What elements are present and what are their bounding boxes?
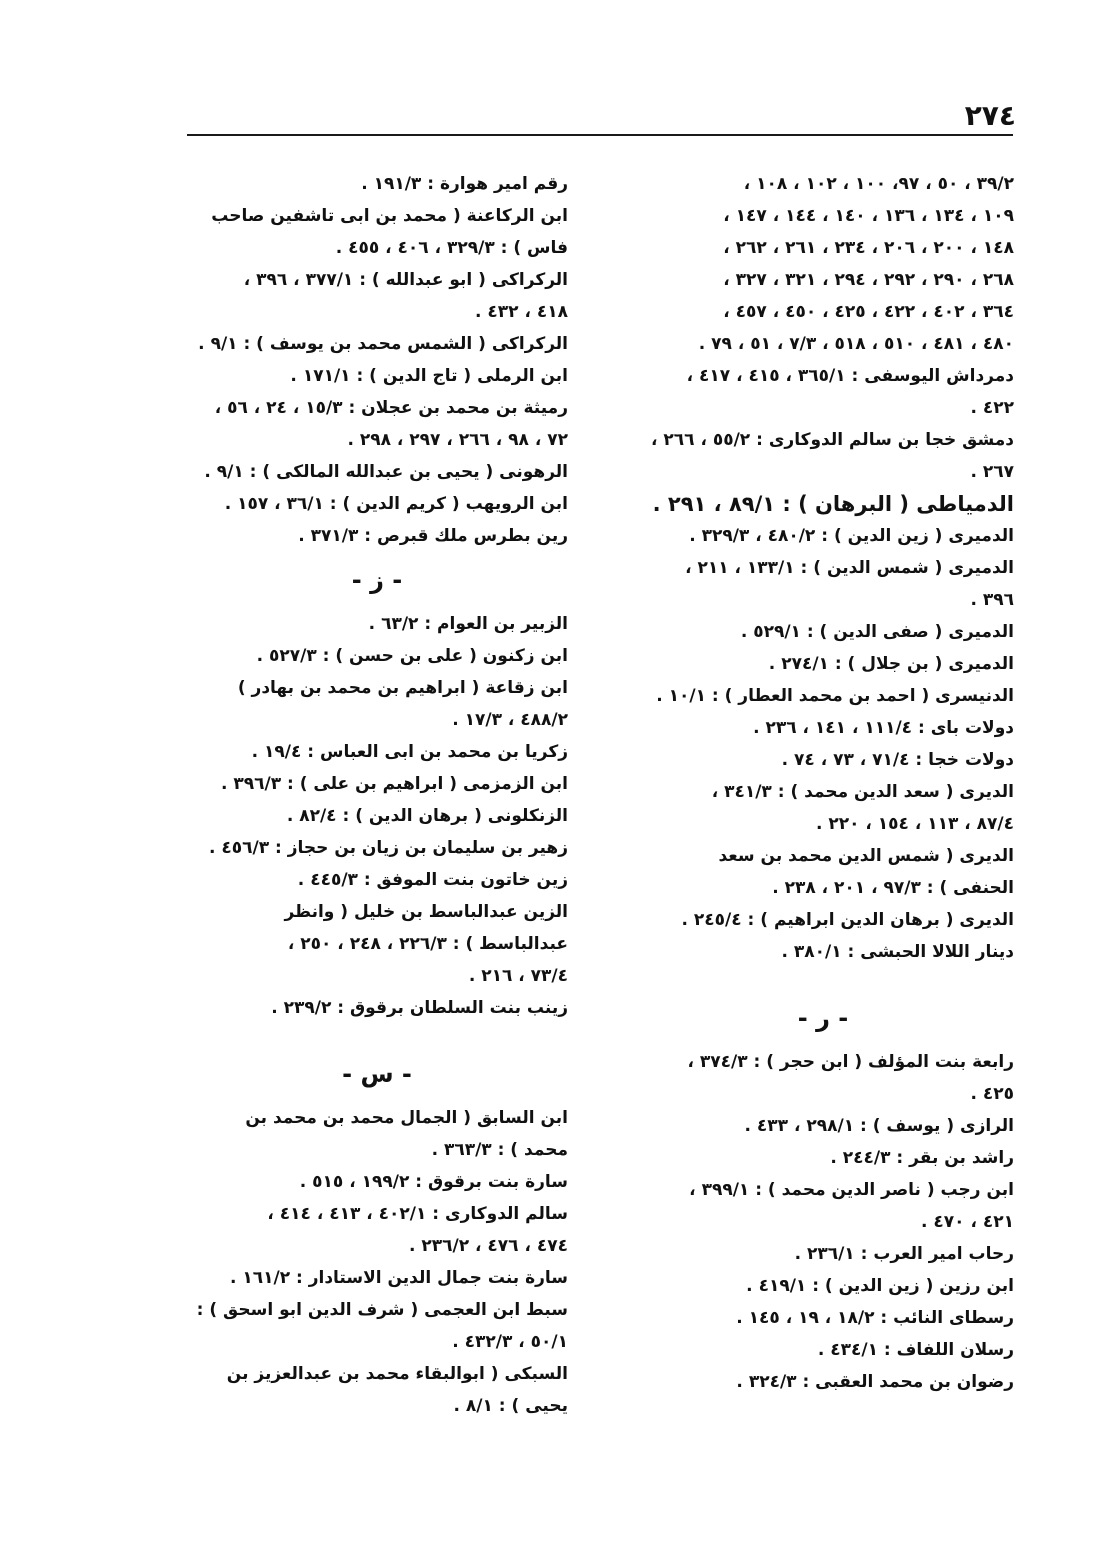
index-entry-line: ٤٨٠ ، ٤٨١ ، ٥١٠ ، ٥١٨ ، ٧/٣ ، ٥١ ، ٧٩ . [698,334,1014,354]
index-entry-line: الدميرى ( صفى الدين ) : ٥٢٩/١ . [740,622,1014,642]
index-entry-line: ٣٩/٢ ، ٥٠ ، ٩٧، ١٠٠ ، ١٠٢ ، ١٠٨ ، [743,174,1014,194]
index-entry-line: ١٠٩ ، ١٣٤ ، ١٣٦ ، ١٤٠ ، ١٤٤ ، ١٤٧ ، [723,206,1014,226]
index-entry-line: ٤٨٨/٢ ، ١٧/٣ . [452,710,568,730]
index-entry-line: زينب بنت السلطان برقوق : ٢٣٩/٢ . [271,998,568,1018]
index-entry-line: ١٤٨ ، ٢٠٠ ، ٢٠٦ ، ٢٣٤ ، ٢٦١ ، ٢٦٢ ، [723,238,1014,258]
index-entry-line: ابن زكنون ( على بن حسن ) : ٥٢٧/٣ . [256,646,568,666]
header-rule [187,134,1013,136]
index-entry-line: سارة بنت برقوق : ١٩٩/٢ ، ٥١٥ . [299,1172,568,1192]
index-entry-line: سبط ابن العجمى ( شرف الدين ابو اسحق ) : [196,1300,568,1320]
index-entry-line: الدمياطى ( البرهان ) : ٨٩/١ ، ٢٩١ . [652,492,1014,516]
index-entry-line: السبكى ( ابوالبقاء محمد بن عبدالعزيز بن [226,1364,568,1384]
index-entry-line: عبدالباسط ) : ٢٢٦/٣ ، ٢٤٨ ، ٢٥٠ ، [287,934,568,954]
index-entry-line: ٧٢ ، ٩٨ ، ٢٦٦ ، ٢٩٧ ، ٢٩٨ . [347,430,568,450]
index-entry-line: الحنفى ) : ٩٧/٣ ، ٢٠١ ، ٢٣٨ . [772,878,1014,898]
index-entry-line: ٣٩٦ . [970,590,1014,610]
index-entry-line: ٤٧٤ ، ٤٧٦ ، ٢٣٦/٢ . [409,1236,568,1256]
page-number: ٢٧٤ [964,99,1016,132]
index-entry-line: الدميرى ( بن جلال ) : ٢٧٤/١ . [768,654,1014,674]
index-entry-line: زكريا بن محمد بن ابى العباس : ١٩/٤ . [251,742,568,762]
index-entry-line: الدنيسرى ( احمد بن محمد العطار ) : ١٠/١ . [656,686,1014,706]
index-entry-line: ابن السابق ( الجمال محمد بن محمد بن [245,1108,568,1128]
index-entry-line: رحاب امير العرب : ٢٣٦/١ . [794,1244,1014,1264]
index-entry-line: زهير بن سليمان بن زيان بن حجاز : ٤٥٦/٣ . [208,838,568,858]
index-entry-line: رميثة بن محمد بن عجلان : ١٥/٣ ، ٢٤ ، ٥٦ ، [214,398,568,418]
index-entry-line: ابن رزين ( زين الدين ) : ٤١٩/١ . [746,1276,1014,1296]
index-entry-line: زين خاتون بنت الموفق : ٤٤٥/٣ . [297,870,568,890]
index-entry-line: رسلان اللفاف : ٤٣٤/١ . [817,1340,1014,1360]
index-entry-line: الزبير بن العوام : ٦٣/٢ . [368,614,568,634]
index-entry-line: رقم امير هوارة : ١٩١/٣ . [361,174,568,194]
index-entry-line: الدميرى ( زين الدين ) : ٤٨٠/٢ ، ٣٢٩/٣ . [689,526,1014,546]
index-entries-left-a [186,168,568,552]
index-entry-line: رضوان بن محمد العقبى : ٣٢٤/٣ . [736,1372,1014,1392]
index-entry-line: ابن الرويهب ( كريم الدين ) : ٣٦/١ ، ١٥٧ . [224,494,568,514]
left-column [186,168,568,1422]
index-entry-line: رين بطرس ملك قبرص : ٣٧١/٣ . [298,526,568,546]
index-entry-line: ٤٢١ ، ٤٧٠ . [921,1212,1014,1232]
index-entry-line: الرهونى ( يحيى بن عبدالله المالكى ) : ٩/١ . [204,462,568,482]
index-entry-line: ٢٦٨ ، ٢٩٠ ، ٢٩٢ ، ٢٩٤ ، ٣٢١ ، ٣٢٧ ، [723,270,1014,290]
index-entry-line: ٢٦٧ . [970,462,1014,482]
index-entry-line: ابن رجب ( ناصر الدين محمد ) : ٣٩٩/١ ، [689,1180,1014,1200]
index-entry-line: ٣٦٤ ، ٤٠٢ ، ٤٢٢ ، ٤٢٥ ، ٤٥٠ ، ٤٥٧ ، [723,302,1014,322]
index-entries-right-b [632,1046,1014,1398]
index-entry-line: فاس ) : ٣٢٩/٣ ، ٤٠٦ ، ٤٥٥ . [335,238,568,258]
index-entry-line: ابن الزمزمى ( ابراهيم بن على ) : ٣٩٦/٣ . [220,774,568,794]
index-entry-line: رسطاى النائب : ١٨/٢ ، ١٩ ، ١٤٥ . [736,1308,1014,1328]
index-entry-line: الزين عبدالباسط بن خليل ( وانظر [284,902,568,922]
index-entry-line: دينار اللالا الحبشى : ٣٨٠/١ . [781,942,1014,962]
index-entry-line: رابعة بنت المؤلف ( ابن حجر ) : ٣٧٤/٣ ، [687,1052,1014,1072]
index-entry-line: ٨٧/٤ ، ١١٣ ، ١٥٤ ، ٢٢٠ . [815,814,1014,834]
index-entry-line: ٤٢٢ . [970,398,1014,418]
index-entry-line: الدميرى ( شمس الدين ) : ١٣٣/١ ، ٢١١ ، [685,558,1014,578]
index-entry-line: الديرى ( سعد الدين محمد ) : ٣٤١/٣ ، [711,782,1014,802]
index-entry-line: راشد بن بقر : ٢٤٤/٣ . [830,1148,1014,1168]
index-entries-left-b [186,608,568,1024]
index-entry-line: ابن الرملى ( تاج الدين ) : ١٧١/١ . [290,366,568,386]
section-gap [186,1024,568,1046]
index-entry-line: دمرداش اليوسفى : ٣٦٥/١ ، ٤١٥ ، ٤١٧ ، [686,366,1014,386]
index-entry-line: دمشق خجا بن سالم الدوكارى : ٥٥/٢ ، ٢٦٦ ، [651,430,1014,450]
section-gap [632,968,1014,990]
index-entry-line: سارة بنت جمال الدين الاستادار : ١٦١/٢ . [229,1268,568,1288]
index-entry-line: ٤٢٥ . [970,1084,1014,1104]
index-entries-left-c [186,1102,568,1422]
index-entry-line: ٥٠/١ ، ٤٣٢/٣ . [452,1332,568,1352]
index-entry-line: سالم الدوكارى : ٤٠٢/١ ، ٤١٣ ، ٤١٤ ، [267,1204,568,1224]
index-entries-right-a [632,168,1014,968]
index-entry-line: دولات خجا : ٧١/٤ ، ٧٣ ، ٧٤ . [781,750,1014,770]
index-entry-line: ابن الركاعنة ( محمد بن ابى تاشفين صاحب [211,206,568,226]
index-entry-line: الزنكلونى ( برهان الدين ) : ٨٢/٤ . [286,806,568,826]
index-entry-line: دولات باى : ١١١/٤ ، ١٤١ ، ٢٣٦ . [753,718,1014,738]
section-heading-zay: - ز - [351,566,403,594]
index-entry-line: الركراكى ( ابو عبدالله ) : ٣٧٧/١ ، ٣٩٦ ، [243,270,568,290]
index-entry-line: الركراكى ( الشمس محمد بن يوسف ) : ٩/١ . [198,334,568,354]
index-entry-line: ٧٣/٤ ، ٢١٦ . [468,966,568,986]
section-heading-sin: - س - [342,1060,412,1088]
index-entry-line: الديرى ( برهان الدين ابراهيم ) : ٢٤٥/٤ . [681,910,1014,930]
index-entry-line: محمد ) : ٣٦٣/٣ . [431,1140,568,1160]
right-column [632,168,1014,1398]
index-entry-line: الرازى ( يوسف ) : ٢٩٨/١ ، ٤٣٣ . [744,1116,1014,1136]
index-entry-line: يحيى ) : ٨/١ . [453,1396,568,1416]
section-heading-ra: - ر - [797,1004,849,1032]
index-entry-line: ابن زقاعة ( ابراهيم بن محمد بن بهادر ) [237,678,568,698]
index-entry-line: الديرى ( شمس الدين محمد بن سعد [718,846,1014,866]
index-entry-line: ٤١٨ ، ٤٣٢ . [475,302,568,322]
